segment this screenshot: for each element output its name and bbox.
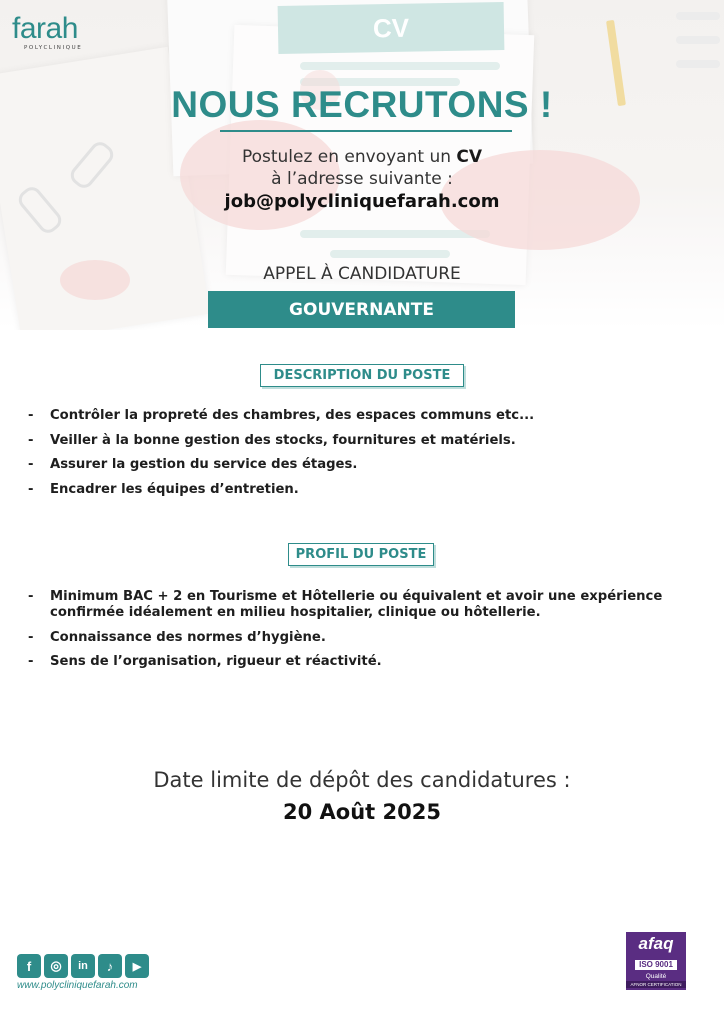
list-item: - Minimum BAC + 2 en Tourisme et Hôtellerie ou équivalent et avoir une expérience confirmée idéalement en milieu hospitalier, clinique ou hôtellerie. [28,589,688,621]
page-title: NOUS RECRUTONS ! [171,84,553,125]
instagram-icon[interactable]: ◎ [44,954,68,978]
list-item: - Veiller à la bonne gestion des stocks, fournitures et matériels. [28,433,688,449]
description-section-title: DESCRIPTION DU POSTE [260,364,464,387]
contact-email[interactable]: job@polycliniquefarah.com [224,191,500,212]
deadline-label: Date limite de dépôt des candidatures : [153,768,571,792]
website-link[interactable]: www.polycliniquefarah.com [17,980,138,991]
decor-line [330,250,450,258]
decor-line [676,36,720,44]
list-item: - Assurer la gestion du service des étages. [28,457,688,473]
youtube-icon[interactable]: ▶ [125,954,149,978]
list-item: - Contrôler la propreté des chambres, des espaces communs etc... [28,408,688,424]
apply-address-label: à l’adresse suivante : [271,169,453,189]
list-item: - Connaissance des normes d’hygiène. [28,630,688,646]
logo-wordmark: farah [12,12,78,45]
afaq-brand: afaq [638,934,674,953]
afnor-label: AFNOR CERTIFICATION [626,981,686,988]
profile-section-title: PROFIL DU POSTE [288,543,434,566]
list-item: - Sens de l’organisation, rigueur et réactivité. [28,654,688,670]
linkedin-icon[interactable]: in [71,954,95,978]
decor-line [676,60,720,68]
social-links [17,954,149,978]
deadline-date: 20 Août 2025 [283,800,441,824]
cv-tag: CV [278,2,505,54]
title-underline [220,130,512,132]
iso-label: ISO 9001 [635,960,677,970]
apply-instruction [0,147,724,167]
quality-label: Qualité [645,973,667,980]
decor-line [676,12,720,20]
decor-line [300,62,500,70]
apply-text-prefix: Postulez en envoyant un [241,147,457,167]
list-item: - Encadrer les équipes d’entretien. [28,482,688,498]
afaq-iso-certification-badge [626,932,686,990]
job-position-banner: GOUVERNANTE [208,291,515,328]
apply-text-cv: CV [456,147,483,167]
logo-subtitle: POLYCLINIQUE [24,45,83,51]
tiktok-icon[interactable]: ♪ [98,954,122,978]
farah-logo [12,14,92,60]
facebook-icon[interactable]: f [17,954,41,978]
description-list [28,408,688,506]
call-for-applications-title: APPEL À CANDIDATURE [263,264,461,284]
profile-list [28,589,688,679]
